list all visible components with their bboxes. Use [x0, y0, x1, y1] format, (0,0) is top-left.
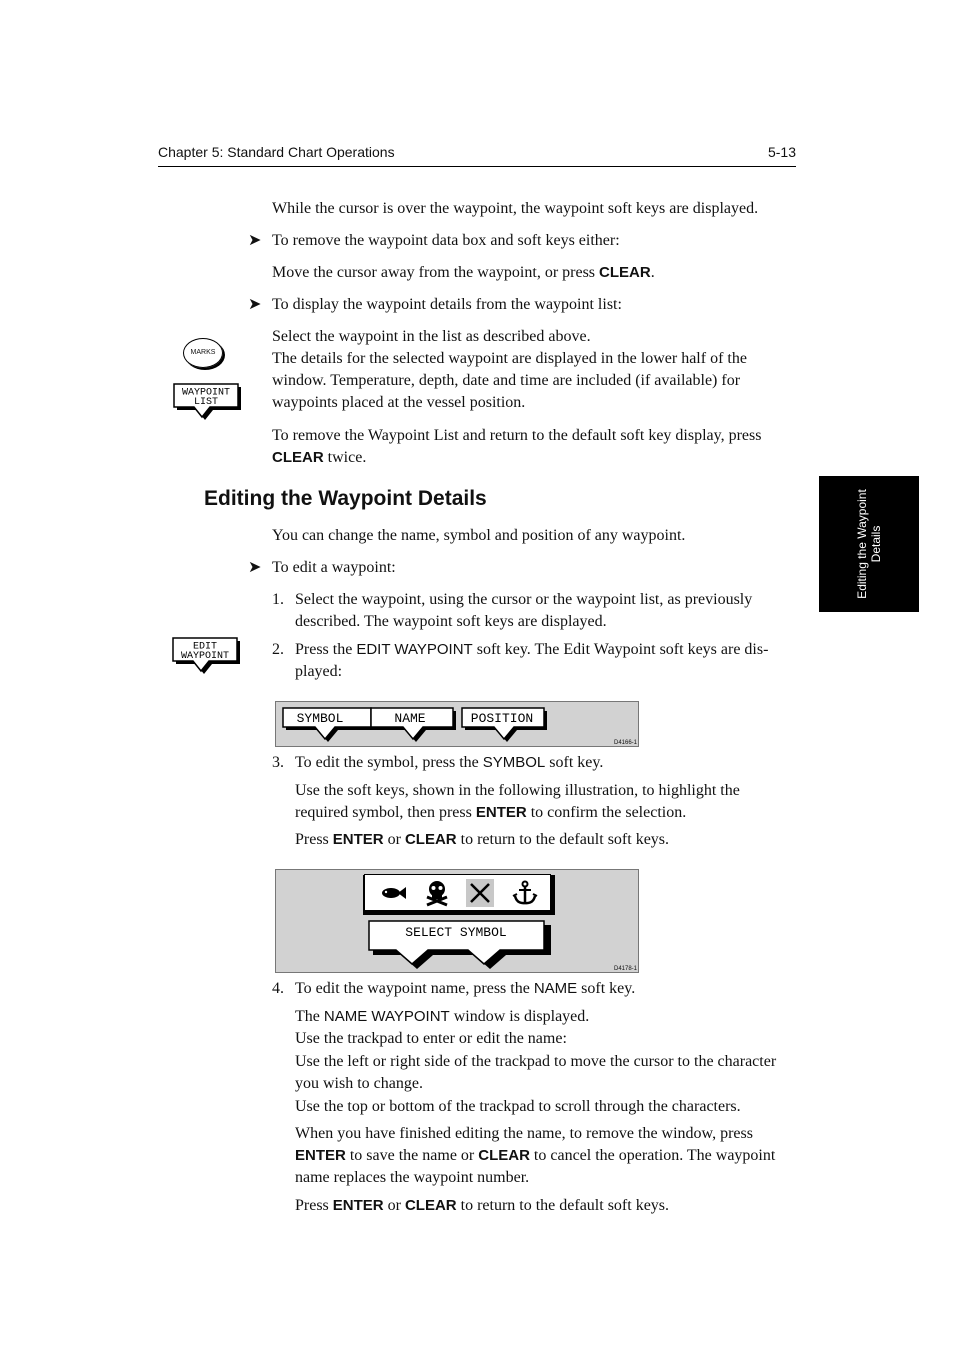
section-heading: Editing the Waypoint Details	[204, 487, 487, 510]
figure-reference: D4178-1	[613, 966, 637, 972]
waypoint-list-line1: WAYPOINT	[181, 387, 231, 399]
trackpad-intro: Use the trackpad to enter or edit the name:	[295, 1030, 567, 1047]
trackpad-top-bottom: Use the top or bottom of the trackpad to scroll through the characters.	[295, 1098, 741, 1115]
cross-icon	[466, 879, 494, 907]
name-softkey-label: NAME	[394, 711, 426, 726]
skull-crossbones-icon[interactable]	[423, 879, 451, 907]
softkeys-figure	[275, 701, 639, 747]
section-intro: You can change the name, symbol and position of any waypoint.	[272, 527, 686, 544]
finished-editing-paragraph: When you have finished editing the name, to remove the window, press ENTER to save the name or CLEAR to cancel the operation. The waypoint name replaces the waypoint number.	[295, 1125, 776, 1186]
clear-keyword: CLEAR	[272, 449, 324, 466]
marks-button[interactable]: MARKS	[183, 338, 223, 368]
symbol-instructions: Use the soft keys, shown in the following illustration, to highlight the required symbol, then press ENTER to confirm the selection.	[295, 782, 740, 821]
step-1-text: Select the waypoint, using the cursor or the waypoint list, as previously described. The waypoint soft keys are displayed.	[295, 591, 753, 630]
bullet-remove-databox: To remove the waypoint data box and soft keys either:	[272, 232, 620, 249]
side-tab-line2: Details	[869, 525, 883, 563]
select-symbol-softkey[interactable]	[366, 919, 556, 973]
step-3-text: To edit the symbol, press the SYMBOL soft key.	[295, 754, 604, 771]
fish-icon[interactable]	[379, 881, 407, 905]
details-paragraph: The details for the selected waypoint are displayed in the lower half of the window. Temperature, depth, date and time are included (if available) for waypoints placed at the vessel position.	[272, 350, 747, 411]
press-return-paragraph: Press ENTER or CLEAR to return to the default soft keys.	[295, 831, 670, 848]
edit-waypoint-keyword: EDIT WAYPOINT	[356, 641, 473, 658]
symbol-softkey-label: SYMBOL	[296, 711, 344, 726]
figure-reference: D4166-1	[613, 740, 637, 746]
clear-keyword: CLEAR	[404, 831, 457, 848]
bullet-display-details: To display the waypoint details from the waypoint list:	[272, 296, 622, 313]
position-softkey[interactable]	[459, 706, 554, 748]
page-number: 5-13	[767, 144, 796, 160]
waypoint-list-softkey[interactable]	[171, 382, 243, 424]
name-keyword: NAME	[533, 980, 578, 997]
name-window-text: The NAME WAYPOINT window is displayed.	[295, 1008, 590, 1025]
intro-paragraph: While the cursor is over the waypoint, the waypoint soft keys are displayed.	[272, 200, 759, 217]
enter-keyword: ENTER	[295, 1147, 346, 1164]
anchor-icon[interactable]	[511, 879, 539, 907]
bullet-arrow-icon: ➤	[248, 296, 262, 313]
edit-waypoint-softkey[interactable]	[170, 636, 242, 678]
edit-waypoint-line2: WAYPOINT	[180, 651, 230, 662]
name-waypoint-keyword: NAME WAYPOINT	[323, 1008, 450, 1025]
press-return-paragraph: Press ENTER or CLEAR to return to the default soft keys.	[295, 1197, 670, 1214]
bullet-arrow-icon: ➤	[248, 559, 262, 576]
page-header	[158, 141, 796, 167]
remove-list-paragraph: To remove the Waypoint List and return to the default soft key display, press CLEAR twice.	[272, 427, 762, 466]
position-softkey-label: POSITION	[470, 711, 534, 726]
enter-keyword: ENTER	[332, 1197, 384, 1214]
enter-keyword: ENTER	[332, 831, 384, 848]
symbol-softkey[interactable]	[280, 706, 380, 748]
trackpad-left-right: Use the left or right side of the trackpad to move the cursor to the character you wish to change.	[295, 1053, 777, 1092]
clear-keyword: CLEAR	[599, 264, 651, 281]
bullet-edit-waypoint: To edit a waypoint:	[272, 559, 396, 576]
step-2-text: Press the EDIT WAYPOINT soft key. The Edit Waypoint soft keys are dis-played:	[295, 641, 769, 680]
select-symbol-label: SELECT SYMBOL	[405, 925, 507, 940]
side-tab	[819, 476, 919, 612]
waypoint-list-line2: LIST	[193, 397, 219, 408]
select-waypoint-text: Select the waypoint in the list as described above.	[272, 328, 591, 345]
side-tab-line1: Editing the Waypoint	[855, 489, 869, 599]
step-number: 1.	[272, 591, 284, 608]
name-softkey[interactable]	[368, 706, 463, 748]
clear-keyword: CLEAR	[478, 1147, 530, 1164]
select-symbol-figure	[275, 869, 639, 973]
move-cursor-paragraph: Move the cursor away from the waypoint, or press CLEAR.	[272, 264, 655, 281]
step-number: 4.	[272, 980, 284, 997]
clear-keyword: CLEAR	[404, 1197, 457, 1214]
step-4-text: To edit the waypoint name, press the NAME soft key.	[295, 980, 636, 997]
step-number: 2.	[272, 641, 284, 658]
bullet-arrow-icon: ➤	[248, 232, 262, 249]
symbol-window	[364, 874, 551, 911]
chapter-title: Chapter 5: Standard Chart Operations	[158, 144, 395, 160]
step-number: 3.	[272, 754, 284, 771]
enter-keyword: ENTER	[475, 804, 527, 821]
symbol-keyword: SYMBOL	[482, 754, 546, 771]
edit-waypoint-line1: EDIT	[192, 641, 218, 653]
cross-symbol-highlight[interactable]	[466, 879, 494, 907]
